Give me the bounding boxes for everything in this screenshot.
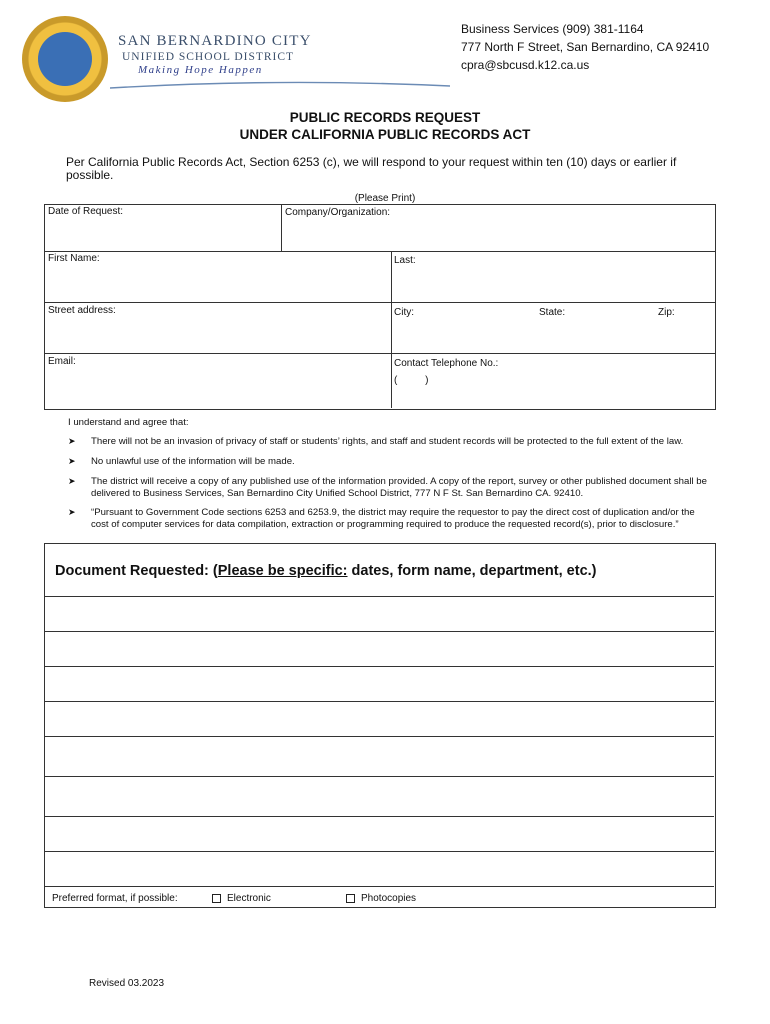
arrow-bullet-icon: ➤ <box>68 456 76 466</box>
preferred-format-row <box>52 893 178 904</box>
row-divider <box>44 302 715 303</box>
date-of-request-label: Date of Request: <box>48 206 124 217</box>
preferred-format-label: Preferred format, if possible: <box>52 893 178 904</box>
option-electronic[interactable] <box>212 893 271 904</box>
checkbox-icon[interactable] <box>212 894 221 903</box>
zip-field[interactable] <box>658 320 710 350</box>
photocopies-label: Photocopies <box>361 893 417 904</box>
district-name: SAN BERNARDINO CITY <box>118 33 312 49</box>
agreement-item: “Pursuant to Government Code sections 6253 and 6253.9, the district may require the requestor to pay the direct cost of duplication and/or the cost of computer services for data compilation, extraction or programming required to produce the requested record(s), prior to disclosure.” <box>91 507 695 530</box>
document-requested-field[interactable] <box>48 600 710 884</box>
intro-text: Per California Public Records Act, Section 6253 (c), we will respond to your request within ten (10) days or earlier if possible. <box>66 155 677 182</box>
contact-phone: Business Services (909) 381-1164 <box>461 22 644 36</box>
arrow-bullet-icon: ➤ <box>68 507 76 517</box>
email-field[interactable] <box>48 369 386 405</box>
zip-label: Zip: <box>658 307 675 318</box>
logo-swoosh <box>110 80 450 90</box>
last-name-label: Last: <box>394 255 416 266</box>
row-divider <box>44 353 715 354</box>
phone-area-code-parens: ( ) <box>394 375 429 386</box>
arrow-bullet-icon: ➤ <box>68 476 76 486</box>
contact-address: 777 North F Street, San Bernardino, CA 92410 <box>461 40 710 54</box>
agreement-item: There will not be an invasion of privacy of staff or students’ rights, and staff and student records will be protected to the full extent of the law. <box>91 436 684 447</box>
street-address-label: Street address: <box>48 305 116 316</box>
form-title-line1: PUBLIC RECORDS REQUEST <box>289 110 481 125</box>
state-label: State: <box>539 307 566 318</box>
arrow-bullet-icon: ➤ <box>68 436 76 446</box>
writing-line <box>44 596 714 597</box>
electronic-label: Electronic <box>227 893 271 904</box>
street-address-field[interactable] <box>48 318 386 350</box>
option-photocopies[interactable] <box>346 893 416 904</box>
revised-date: Revised 03.2023 <box>89 978 165 989</box>
city-field[interactable] <box>394 320 534 350</box>
please-print-note: (Please Print) <box>354 193 416 204</box>
form-title-line2: UNDER CALIFORNIA PUBLIC RECORDS ACT <box>239 127 531 142</box>
company-label: Company/Organization: <box>285 207 391 218</box>
company-field[interactable] <box>285 219 710 249</box>
district-subtitle: UNIFIED SCHOOL DISTRICT <box>122 51 295 63</box>
writing-line <box>44 886 714 887</box>
agreement-intro: I understand and agree that: <box>68 417 189 428</box>
agreement-item: No unlawful use of the information will be made. <box>91 456 295 467</box>
first-name-label: First Name: <box>48 253 100 264</box>
last-name-field[interactable] <box>394 268 710 299</box>
agreement-item: The district will receive a copy of any published use of the information provided. A copy of the report, survey or other published document shall be delivered to Business Services, San Bernardino City Unified School District, 777 N F St. San Bernardino CA. 92410. <box>91 476 707 499</box>
first-name-field[interactable] <box>48 266 386 299</box>
date-of-request-field[interactable] <box>48 218 276 248</box>
document-requested-title: Document Requested: (Please be specific: dates, form name, department, etc.) <box>55 563 597 579</box>
contact-phone-field[interactable] <box>440 372 710 405</box>
row-divider <box>44 251 715 252</box>
col-divider <box>391 251 392 408</box>
city-label: City: <box>394 307 414 318</box>
district-seal-center <box>38 32 92 86</box>
col-divider <box>281 204 282 251</box>
district-motto: Making Hope Happen <box>138 64 263 76</box>
state-field[interactable] <box>539 320 654 350</box>
contact-block <box>461 20 709 74</box>
checkbox-icon[interactable] <box>346 894 355 903</box>
email-label: Email: <box>48 356 76 367</box>
contact-phone-label: Contact Telephone No.: <box>394 358 499 369</box>
contact-email[interactable]: cpra@sbcusd.k12.ca.us <box>461 58 590 72</box>
